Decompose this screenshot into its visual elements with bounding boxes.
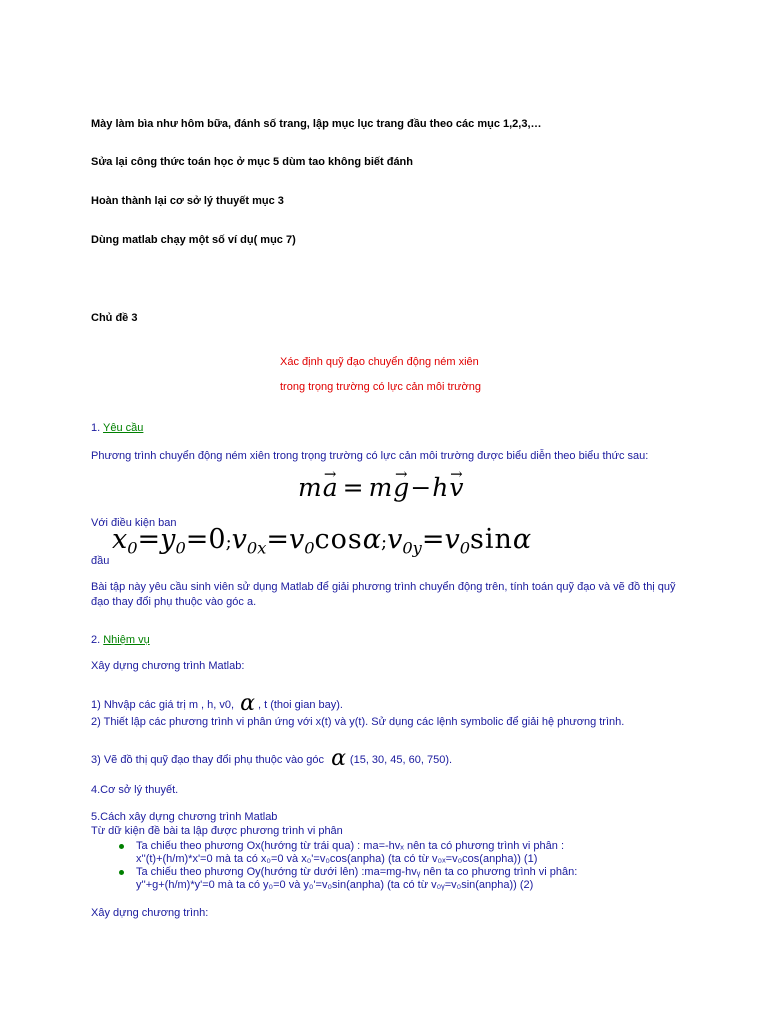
note-1: Mày làm bìa như hôm bữa, đánh số trang, lập mục lục trang đầu theo các mục 1,2,3,… xyxy=(91,118,542,130)
section-1-title: Yêu cầu xyxy=(103,422,144,434)
eq-minus: − xyxy=(410,473,433,502)
eq-equals: = xyxy=(342,473,365,502)
bullet-1: Ta chiếu theo phương Ox(hướng từ trái qua) : ma=-hvₓ nên ta có phương trình vi phân : xyxy=(119,840,564,852)
eq-h: h xyxy=(432,473,450,502)
section-5-intro: Từ dữ kiện đề bài ta lập được phương trình vi phân xyxy=(91,825,343,837)
note-2: Sửa lại công thức toán học ở mục 5 dùm tao không biết đánh xyxy=(91,156,413,168)
section-1-heading xyxy=(91,422,143,434)
section-2-title: Nhiệm vụ xyxy=(103,634,150,646)
build-program-label: Xây dựng chương trình: xyxy=(91,907,209,919)
task-item-1: 1) Nhvập các giá trị m , h, v0, α , t (thoi gian bay). xyxy=(91,691,343,716)
bullet-2: Ta chiếu theo phương Oy(hướng từ dưới lên) :ma=mg-hvᵧ nên ta co phương trình vi phân: xyxy=(119,866,577,878)
section-4-heading: 4.Cơ sở lý thuyết. xyxy=(91,784,179,796)
doc-title-line-1: Xác định quỹ đạo chuyển động ném xiên xyxy=(280,356,479,368)
condition-label-1: Với điều kiện ban xyxy=(91,517,177,529)
eq-v-vector: → v xyxy=(449,473,464,502)
task-item-3: 3) Vẽ đồ thị quỹ đạo thay đổi phụ thuộc vào góc α (15, 30, 45, 60, 750). xyxy=(91,746,453,771)
bullet-1-line-2: x''(t)+(h/m)*x'=0 mà ta có x₀=0 và x₀'=v₀cos(anpha) (ta có từ v₀ₓ=v₀cos(anpha)) (1) xyxy=(136,853,538,865)
note-3: Hoàn thành lại cơ sở lý thuyết mục 3 xyxy=(91,195,284,207)
doc-title-line-2: trong trọng trường có lực cản môi trường xyxy=(280,381,481,393)
section-2-build: Xây dựng chương trình Matlab: xyxy=(91,660,245,672)
equation-initial-conditions: $x_0=y_0=0;v_{0x}=v_0\cos\alpha;v_{0y}=v_0\sin\alpha$ xyxy=(112,524,532,558)
section-2-heading xyxy=(91,634,150,646)
task-item-2: 2) Thiết lập các phương trình vi phân ứng với x(t) và y(t). Sử dụng các lệnh symbolic để giải hệ phương trình. xyxy=(91,716,625,728)
section-5-heading: 5.Cách xây dựng chương trình Matlab xyxy=(91,811,278,823)
alpha-symbol: α xyxy=(240,691,255,716)
equation-motion xyxy=(298,473,465,502)
eq-g-vector: → g xyxy=(393,473,410,502)
section-2-number: 2. xyxy=(91,634,104,646)
eq-a-vector: → a xyxy=(323,473,339,502)
note-4: Dùng matlab chạy một số ví dụ( mục 7) xyxy=(91,234,296,246)
topic-label: Chủ đề 3 xyxy=(91,312,138,324)
eq-m2: m xyxy=(368,473,394,502)
eq-m1: m xyxy=(298,473,323,502)
bullet-2-line-2: y''+g+(h/m)*y'=0 mà ta có y₀=0 và y₀'=v₀sin(anpha) (ta có từ v₀ᵧ=v₀sin(anpha)) (2) xyxy=(136,879,534,891)
section-1-number: 1. xyxy=(91,422,104,434)
alpha-symbol: α xyxy=(331,746,346,771)
bullet-icon xyxy=(119,844,124,849)
section-1-intro: Phương trình chuyển động ném xiên trong trọng trường có lực cản môi trường được biểu diễn theo biểu thức sau: xyxy=(91,450,649,462)
section-1-task: Bài tập này yêu cầu sinh viên sử dụng Matlab để giải phương trình chuyển động trên, tính toán quỹ đạo và vẽ đồ thị quỹ đạo thay đổi phụ thuộc vào góc a. xyxy=(91,581,676,608)
condition-label-2: đầu xyxy=(91,555,110,567)
bullet-icon xyxy=(119,870,124,875)
